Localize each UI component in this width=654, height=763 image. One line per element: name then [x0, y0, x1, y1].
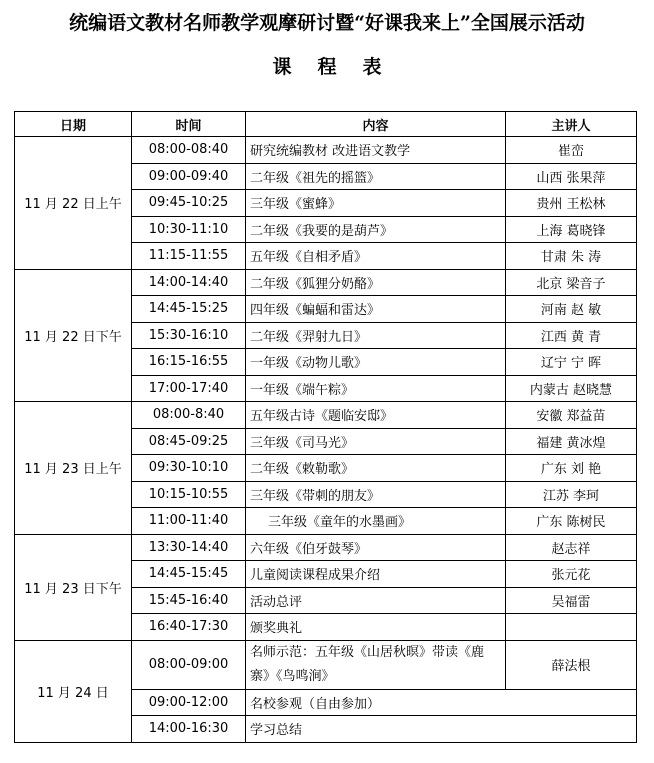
time-cell: 09:45-10:25: [132, 190, 246, 217]
time-cell: 13:30-14:40: [132, 534, 246, 561]
time-cell: 15:45-16:40: [132, 587, 246, 614]
time-cell: 14:00-14:40: [132, 269, 246, 296]
content-cell: 儿童阅读课程成果介绍: [246, 561, 506, 588]
time-cell: 17:00-17:40: [132, 375, 246, 402]
time-cell: 09:00-12:00: [132, 689, 246, 716]
header-date: 日期: [15, 112, 132, 137]
header-speaker: 主讲人: [506, 112, 637, 137]
table-row: [15, 640, 637, 689]
speaker-cell: 甘肃 朱 涛: [506, 243, 637, 270]
time-cell: 08:45-09:25: [132, 428, 246, 455]
header-time: 时间: [132, 112, 246, 137]
day-label: 11 月 23 日上午: [15, 402, 132, 535]
time-cell: 14:00-16:30: [132, 716, 246, 743]
time-cell: 15:30-16:10: [132, 322, 246, 349]
content-cell: 二年级《狐狸分奶酪》: [246, 269, 506, 296]
time-cell: 08:00-8:40: [132, 402, 246, 429]
speaker-cell: 崔峦: [506, 137, 637, 164]
time-cell: 14:45-15:25: [132, 296, 246, 323]
content-cell: 一年级《端午粽》: [246, 375, 506, 402]
day-label: 11 月 22 日下午: [15, 269, 132, 402]
speaker-cell: 辽宁 宁 晖: [506, 349, 637, 376]
speaker-cell: 福建 黄冰煌: [506, 428, 637, 455]
content-cell: 二年级《我要的是葫芦》: [246, 216, 506, 243]
time-cell: 11:15-11:55: [132, 243, 246, 270]
time-cell: 10:30-11:10: [132, 216, 246, 243]
content-cell: 研究统编教材 改进语文教学: [246, 137, 506, 164]
speaker-cell: 上海 葛晓锋: [506, 216, 637, 243]
content-cell: 六年级《伯牙鼓琴》: [246, 534, 506, 561]
time-cell: 16:40-17:30: [132, 614, 246, 641]
speaker-cell: 贵州 王松林: [506, 190, 637, 217]
content-cell: 二年级《敕勒歌》: [246, 455, 506, 482]
speaker-cell: 薛法根: [506, 640, 637, 689]
speaker-cell: 河南 赵 敏: [506, 296, 637, 323]
time-cell: 14:45-15:45: [132, 561, 246, 588]
content-cell: 三年级《蜜蜂》: [246, 190, 506, 217]
content-cell: 一年级《动物儿歌》: [246, 349, 506, 376]
table-row: [15, 269, 637, 296]
speaker-cell: 江苏 李珂: [506, 481, 637, 508]
content-cell: 二年级《祖先的摇篮》: [246, 163, 506, 190]
speaker-cell: 广东 陈树民: [506, 508, 637, 535]
content-cell: 五年级古诗《题临安邸》: [246, 402, 506, 429]
content-cell: 名师示范：五年级《山居秋暝》带读《鹿寨》《鸟鸣涧》: [246, 640, 506, 689]
time-cell: 08:00-09:00: [132, 640, 246, 689]
speaker-cell: 张元花: [506, 561, 637, 588]
content-cell: 学习总结: [246, 716, 637, 743]
speaker-cell: 山西 张果萍: [506, 163, 637, 190]
table-row: [15, 137, 637, 164]
content-cell: 五年级《自相矛盾》: [246, 243, 506, 270]
content-cell: 三年级《带刺的朋友》: [246, 481, 506, 508]
time-cell: 09:00-09:40: [132, 163, 246, 190]
speaker-cell: [506, 614, 637, 641]
document-subtitle: 课程表: [272, 56, 408, 78]
table-row: [15, 402, 637, 429]
schedule-table: [14, 111, 637, 743]
day-label: 11 月 23 日下午: [15, 534, 132, 640]
time-cell: 11:00-11:40: [132, 508, 246, 535]
header-row: [15, 112, 637, 137]
speaker-cell: 安徽 郑益苗: [506, 402, 637, 429]
header-content: 内容: [246, 112, 506, 137]
content-cell: 活动总评: [246, 587, 506, 614]
time-cell: 09:30-10:10: [132, 455, 246, 482]
time-cell: 10:15-10:55: [132, 481, 246, 508]
content-cell: 三年级《童年的水墨画》: [246, 508, 506, 535]
document-title: 统编语文教材名师教学观摩研讨暨“好课我来上”全国展示活动: [69, 12, 585, 34]
content-cell: 名校参观（自由参加）: [246, 689, 637, 716]
time-cell: 16:15-16:55: [132, 349, 246, 376]
speaker-cell: 江西 黄 青: [506, 322, 637, 349]
content-cell: 颁奖典礼: [246, 614, 506, 641]
content-cell: 二年级《羿射九日》: [246, 322, 506, 349]
speaker-cell: 内蒙古 赵晓慧: [506, 375, 637, 402]
day-label: 11 月 22 日上午: [15, 137, 132, 270]
speaker-cell: 北京 梁音子: [506, 269, 637, 296]
speaker-cell: 吴福雷: [506, 587, 637, 614]
speaker-cell: 赵志祥: [506, 534, 637, 561]
table-row: [15, 534, 637, 561]
content-cell: 三年级《司马光》: [246, 428, 506, 455]
time-cell: 08:00-08:40: [132, 137, 246, 164]
content-cell: 四年级《蝙蝠和雷达》: [246, 296, 506, 323]
speaker-cell: 广东 刘 艳: [506, 455, 637, 482]
day-label: 11 月 24 日: [15, 640, 132, 742]
